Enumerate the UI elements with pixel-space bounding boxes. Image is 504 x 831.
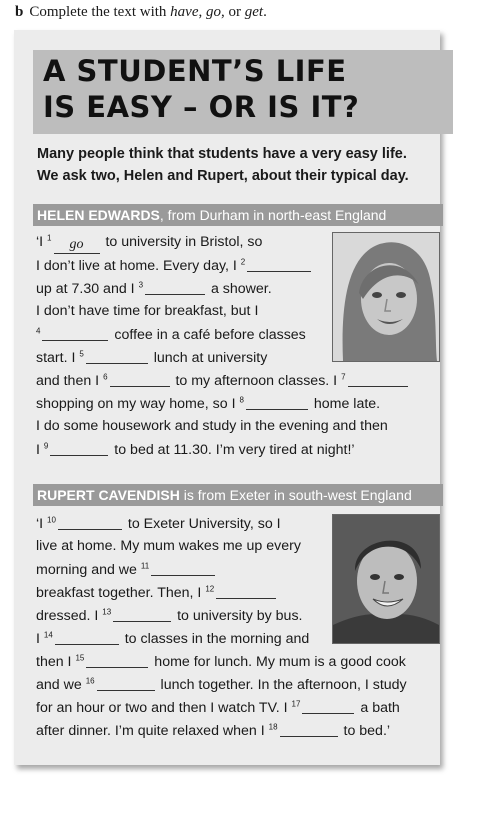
article-title: A STUDENT’S LIFE IS EASY – OR IS IT? — [33, 50, 453, 134]
blank-11[interactable] — [151, 561, 215, 576]
blank-15[interactable] — [86, 653, 148, 668]
article-intro: Many people think that students have a very easy life. We ask two, Helen and Rupert, about their typical day. — [37, 146, 409, 184]
rupert-heading: RUPERT CAVENDISH is from Exeter in south-west England — [33, 484, 443, 506]
rupert-line: ‘I $^{10}$ to Exeter University, so I — [36, 515, 281, 532]
blank-18[interactable] — [280, 722, 338, 737]
helen-line: I do some housework and study in the evening and then — [36, 418, 388, 434]
rupert-line: and we $^{16}$ lunch together. In the afternoon, I study — [36, 676, 407, 693]
blank-16[interactable] — [97, 676, 155, 691]
blank-13[interactable] — [113, 607, 171, 622]
blank-14[interactable] — [55, 630, 119, 645]
rupert-portrait-image — [333, 515, 439, 643]
blank-2[interactable] — [247, 257, 311, 272]
helen-line: I don’t live at home. Every day, I $^2$ — [36, 257, 313, 274]
helen-line: up at 7.30 and I $^3$ a shower. — [36, 280, 272, 297]
helen-line: shopping on my way home, so I $^8$ home late. — [36, 395, 381, 412]
blank-12[interactable] — [216, 584, 276, 599]
blank-10[interactable] — [58, 515, 122, 530]
rupert-photo — [332, 514, 440, 644]
helen-line: ‘I $^1$ go to university in Bristol, so — [36, 233, 263, 252]
helen-line: I don’t have time for breakfast, but I — [36, 303, 259, 319]
blank-9[interactable] — [50, 441, 108, 456]
helen-heading: HELEN EDWARDS, from Durham in north-east England — [33, 204, 443, 226]
exercise-label: b — [15, 4, 24, 20]
blank-4[interactable] — [42, 326, 108, 341]
rupert-line: for an hour or two and then I watch TV. I $^{17}$ a bath — [36, 699, 400, 716]
blank-1-answer: go — [54, 239, 100, 254]
helen-line: and then I $^6$ to my afternoon classes. I $^7$ — [36, 372, 410, 389]
rupert-line: breakfast together. Then, I $^{12}$ — [36, 584, 278, 601]
rupert-line: live at home. My mum wakes me up every — [36, 538, 301, 554]
helen-line: $^4$ coffee in a café before classes — [36, 326, 306, 343]
blank-5[interactable] — [86, 349, 148, 364]
helen-line: start. I $^5$ lunch at university — [36, 349, 268, 366]
rupert-line: after dinner. I’m quite relaxed when I $^{18}$ to bed.’ — [36, 722, 391, 739]
blank-17[interactable] — [302, 699, 354, 714]
article-card — [14, 30, 440, 765]
helen-portrait-image — [333, 233, 439, 361]
blank-6[interactable] — [110, 372, 170, 387]
helen-line: I $^9$ to bed at 11.30. I’m very tired at night!’ — [36, 441, 355, 458]
rupert-line: I $^{14}$ to classes in the morning and — [36, 630, 310, 647]
blank-7[interactable] — [348, 372, 408, 387]
exercise-instruction: b Complete the text with have, go, or get. — [15, 4, 267, 20]
blank-3[interactable] — [145, 280, 205, 295]
helen-photo — [332, 232, 440, 362]
rupert-line: dressed. I $^{13}$ to university by bus. — [36, 607, 303, 624]
blank-8[interactable] — [246, 395, 308, 410]
rupert-line: then I $^{15}$ home for lunch. My mum is a good cook — [36, 653, 406, 670]
rupert-line: morning and we $^{11}$ — [36, 561, 217, 578]
